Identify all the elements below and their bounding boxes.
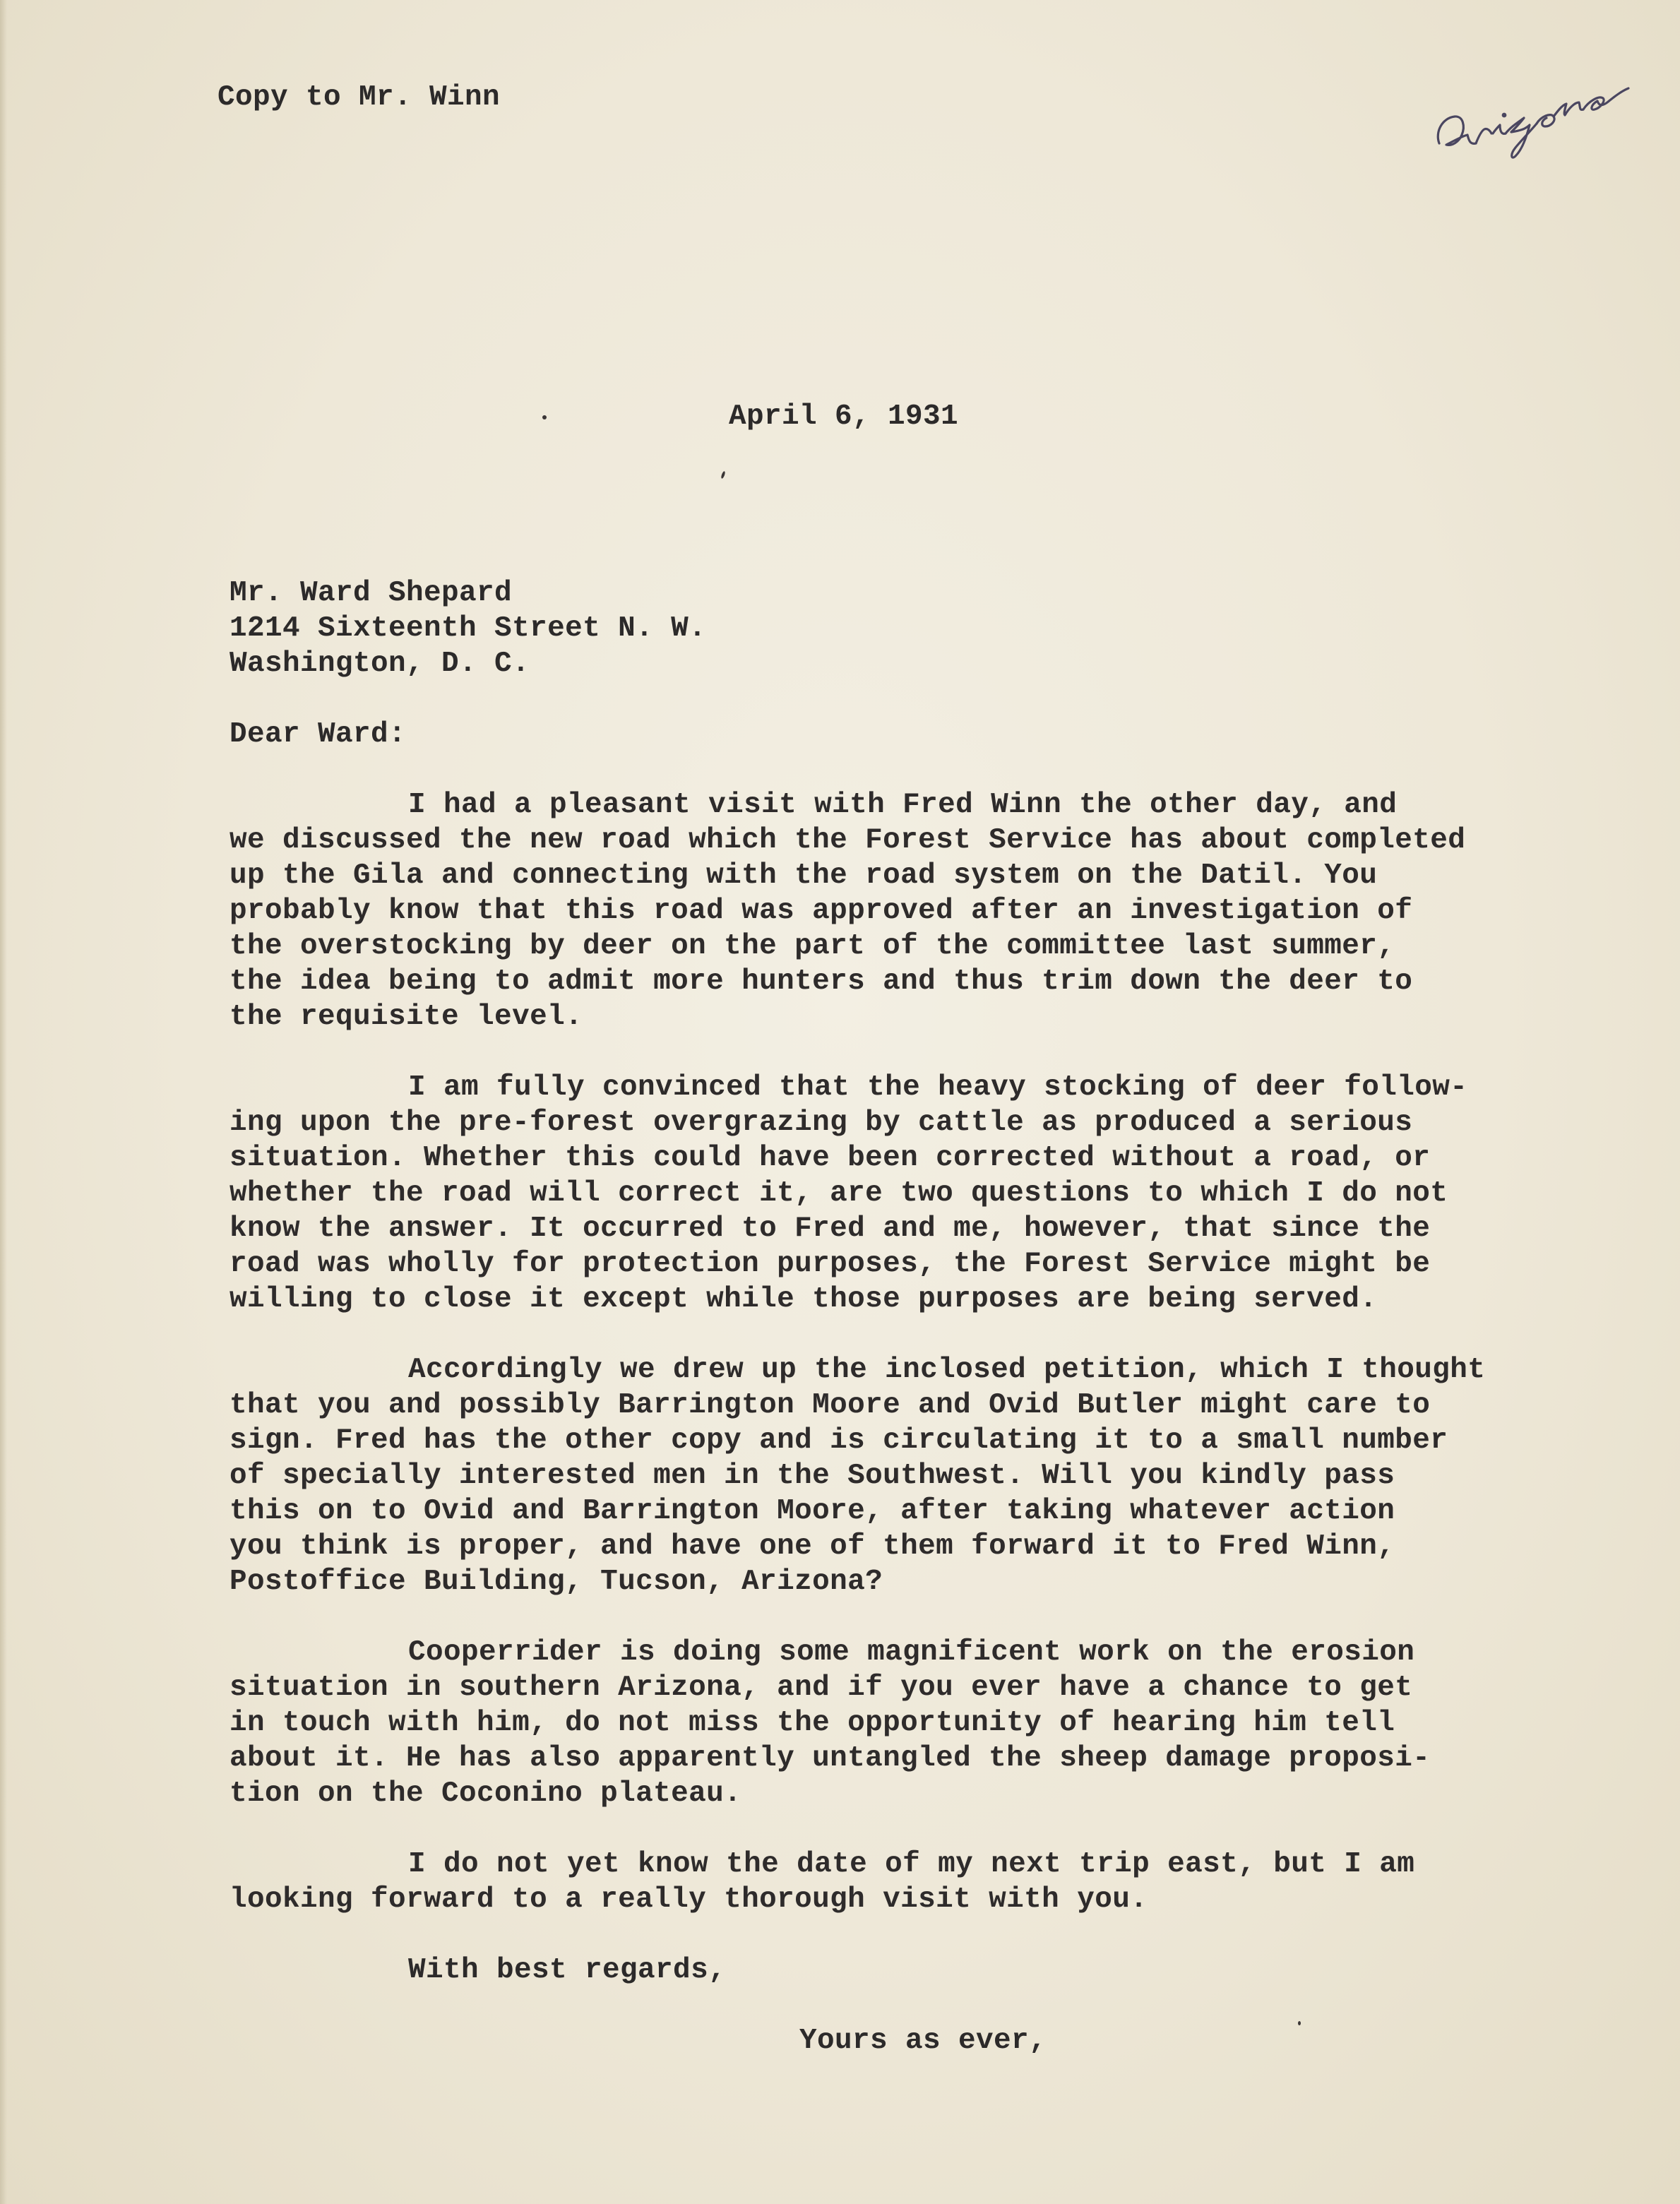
paragraph-line: probably know that this road was approved after an investigation of [230, 895, 1413, 927]
paragraph-line: we discussed the new road which the Forest Service has about completed [230, 824, 1466, 857]
paragraph-line: sign. Fred has the other copy and is circulating it to a small number [230, 1424, 1448, 1457]
paragraph-line: ing upon the pre-forest overgrazing by cattle as produced a serious [230, 1107, 1413, 1139]
body-paragraph-5 [230, 1847, 1414, 1917]
paragraph-line: in touch with him, do not miss the opportunity of hearing him tell [230, 1707, 1395, 1739]
body-paragraph-1 [230, 787, 1465, 1035]
paragraph-line: situation in southern Arizona, and if you ever have a chance to get [230, 1672, 1413, 1704]
ink-speck [1298, 2021, 1301, 2025]
paragraph-line: up the Gila and connecting with the road system on the Datil. You [230, 859, 1378, 892]
paragraph-line: the requisite level. [230, 1001, 583, 1033]
ink-speck [542, 415, 547, 419]
paragraph-line: Accordingly we drew up the inclosed petition, which I thought [408, 1354, 1486, 1386]
paragraph-line: I had a pleasant visit with Fred Winn the other day, and [408, 789, 1398, 821]
body-paragraph-3 [230, 1352, 1485, 1600]
paragraph-line: tion on the Coconino plateau. [230, 1777, 742, 1810]
ink-speck [720, 471, 726, 479]
recipient-city: Washington, D. C. [230, 648, 530, 680]
complimentary-close: Yours as ever, [799, 2025, 1047, 2057]
paragraph-line: Cooperrider is doing some magnificent work on the erosion [408, 1636, 1415, 1669]
paragraph-line: know the answer. It occurred to Fred and me, however, that since the [230, 1213, 1431, 1245]
salutation: Dear Ward: [230, 718, 407, 751]
paragraph-line: looking forward to a really thorough visit with you. [230, 1883, 1148, 1916]
recipient-street: 1214 Sixteenth Street N. W. [230, 612, 707, 645]
paragraph-line: I am fully convinced that the heavy stocking of deer follow- [408, 1071, 1468, 1104]
body-paragraph-4 [230, 1635, 1430, 1811]
closing-regards: With best regards, [408, 1954, 727, 1986]
body-paragraph-2 [230, 1070, 1467, 1317]
paragraph-line: Postoffice Building, Tucson, Arizona? [230, 1566, 883, 1598]
paragraph-line: whether the road will correct it, are two questions to which I do not [230, 1177, 1448, 1210]
paragraph-line: I do not yet know the date of my next trip east, but I am [408, 1848, 1415, 1881]
copy-note: Copy to Mr. Winn [218, 81, 501, 114]
paragraph-line: you think is proper, and have one of them forward it to Fred Winn, [230, 1530, 1395, 1563]
paragraph-line: the overstocking by deer on the part of the committee last summer, [230, 930, 1395, 963]
recipient-name: Mr. Ward Shepard [230, 577, 513, 609]
paragraph-line: the idea being to admit more hunters and thus trim down the deer to [230, 965, 1413, 998]
handwritten-arizona-annotation [1426, 67, 1638, 180]
paragraph-line: situation. Whether this could have been corrected without a road, or [230, 1142, 1431, 1174]
paragraph-line: willing to close it except while those purposes are being served. [230, 1283, 1378, 1316]
paragraph-line: road was wholly for protection purposes, the Forest Service might be [230, 1248, 1431, 1280]
paper-edge-shadow [0, 0, 7, 2204]
paragraph-line: about it. He has also apparently untangled the sheep damage proposi- [230, 1742, 1431, 1775]
paragraph-line: of specially interested men in the Southwest. Will you kindly pass [230, 1460, 1395, 1492]
paragraph-line: that you and possibly Barrington Moore and Ovid Butler might care to [230, 1389, 1431, 1422]
paragraph-line: this on to Ovid and Barrington Moore, after taking whatever action [230, 1495, 1395, 1527]
letter-date: April 6, 1931 [729, 400, 959, 433]
